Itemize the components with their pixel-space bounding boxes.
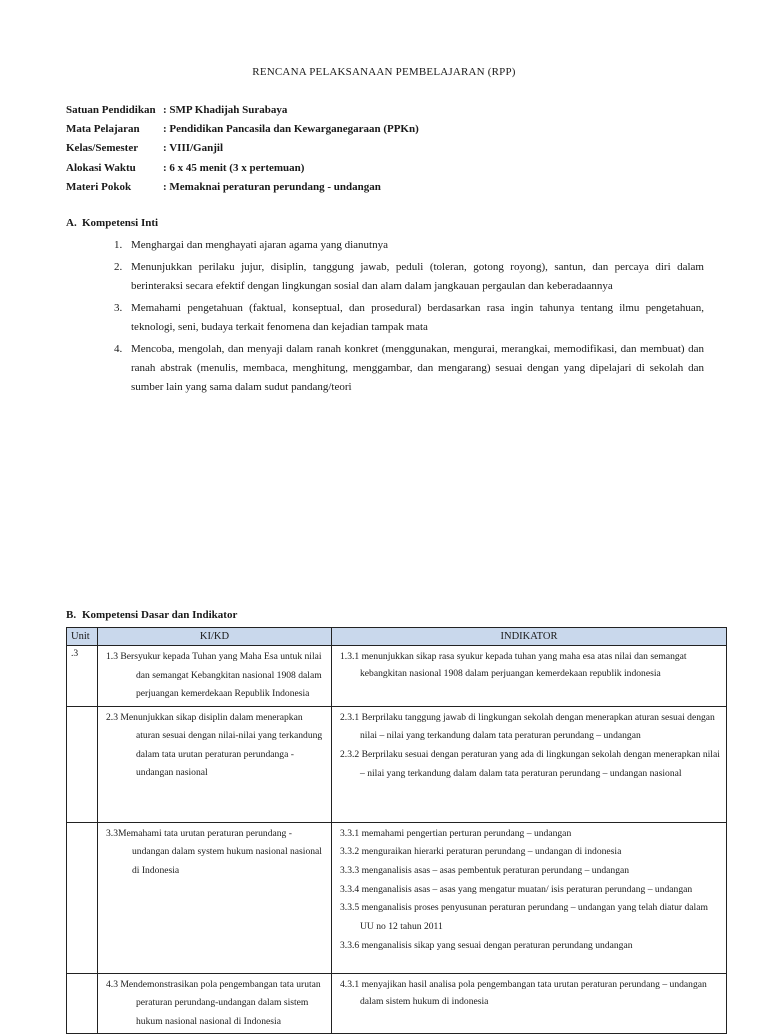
indicator-text: 3.3.3 menganalisis asas – asas pembentuk peraturan perundang – undangan xyxy=(340,864,630,876)
kd-text: 4.3 Mendemonstrasikan pola pengembangan tata urutan peraturan perundang-undangan dalam sistem hukum nasional nasional di Indonesia xyxy=(106,978,321,1027)
info-row xyxy=(66,159,419,178)
kompetensi-inti-list xyxy=(114,236,704,400)
info-label: Mata Pelajaran xyxy=(66,123,140,136)
table-header-row xyxy=(67,628,727,646)
kd-cell xyxy=(98,706,332,822)
list-text: Menunjukkan perilaku jujur, disiplin, tanggung jawab, peduli (toleran, gotong royong), santun, dan percaya diri dalam berinteraksi secara efektif dengan lingkungan sosial dan alam dalam jangkauan pergaulan dan keberadaannya xyxy=(131,261,704,292)
kd-cell xyxy=(98,973,332,1034)
info-value: : VIII/Ganjil xyxy=(163,142,224,155)
section-b-heading xyxy=(66,609,237,621)
indicator-cell xyxy=(332,973,727,1034)
table-row xyxy=(67,646,727,707)
list-number: 4. xyxy=(114,343,123,355)
list-item xyxy=(114,340,704,397)
section-title: Kompetensi Dasar dan Indikator xyxy=(82,609,238,621)
table-row xyxy=(67,706,727,822)
unit-cell xyxy=(67,706,98,822)
list-text: Mencoba, mengolah, dan menyaji dalam ranah konkret (menggunakan, mengurai, merangkai, memodifikasi, dan membuat) dan ranah abstrak (menulis, membaca, menghitung, menggambar, dan mengarang) sesuai dengan yang dipelajari di sekolah dan sumber lain yang sama dalam sudut pandang/teori xyxy=(131,343,704,393)
indicator-text: 2.3.2 Berprilaku sesuai dengan peraturan yang ada di lingkungan sekolah dengan menerapkan nilai – nilai yang terkandung dalam dalam tata peraturan perundang – undangan nasional xyxy=(340,748,720,779)
indicator-text: 3.3.6 menganalisis sikap yang sesuai dengan peraturan perundang undangan xyxy=(340,939,633,951)
table-row xyxy=(67,973,727,1034)
section-title: Kompetensi Inti xyxy=(82,217,159,229)
indicator-cell xyxy=(332,646,727,707)
section-a-heading xyxy=(66,217,158,229)
info-row xyxy=(66,139,419,158)
info-row xyxy=(66,178,419,197)
list-item xyxy=(114,236,704,255)
list-number: 1. xyxy=(114,239,123,251)
document-title: RENCANA PELAKSANAAN PEMBELAJARAN (RPP) xyxy=(252,66,516,78)
column-header-indikator: INDIKATOR xyxy=(332,628,727,646)
info-value: : 6 x 45 menit (3 x pertemuan) xyxy=(163,161,305,174)
indicator-text: 3.3.4 menganalisis asas – asas yang mengatur muatan/ isis peraturan perundang – undangan xyxy=(340,883,693,895)
identity-block xyxy=(66,101,419,197)
info-label: Satuan Pendidikan xyxy=(66,104,156,116)
unit-cell: .3 xyxy=(67,646,98,707)
kd-text: 1.3 Bersyukur kepada Tuhan yang Maha Esa untuk nilai dan semangat Kebangkitan nasional 1908 dalam perjuangan kemerdekaan Republik Indonesia xyxy=(106,651,322,699)
indicator-text: 2.3.1 Berprilaku tanggung jawab di lingkungan sekolah dengan menerapkan aturan sesuai dengan nilai – nilai yang terkandung dalam tata peraturan perundang – undangan xyxy=(340,711,715,742)
info-value: : Memaknai peraturan perundang - undangan xyxy=(163,180,381,193)
info-value: : Pendidikan Pancasila dan Kewarganegaraan (PPKn) xyxy=(163,123,419,136)
info-row xyxy=(66,120,419,139)
column-header-unit: Unit xyxy=(67,628,98,646)
info-label: Materi Pokok xyxy=(66,180,132,193)
list-item xyxy=(114,299,704,337)
list-text: Memahami pengetahuan (faktual, konseptual, dan prosedural) berdasarkan rasa ingin tahunya tentang ilmu pengetahuan, teknologi, seni, budaya terkait fenomena dan kejadian tampak mata xyxy=(131,302,704,333)
kd-cell xyxy=(98,646,332,707)
indicator-cell xyxy=(332,706,727,822)
indicator-text: 4.3.1 menyajikan hasil analisa pola pengembangan tata urutan peraturan perundang – undangan dalam sistem hukum di indonesia xyxy=(340,978,707,1007)
kd-text: 3.3Memahami tata urutan peraturan perundang - undangan dalam system hukum nasional nasional di Indonesia xyxy=(106,827,322,876)
info-value: : SMP Khadijah Surabaya xyxy=(163,104,288,116)
table-row xyxy=(67,822,727,973)
list-number: 3. xyxy=(114,302,123,314)
indicator-text: 3.3.1 memahami pengertian perturan perundang – undangan xyxy=(340,827,572,839)
section-letter: A. xyxy=(66,217,77,229)
list-item xyxy=(114,258,704,296)
indicator-text: 3.3.5 menganalisis proses penyusunan peraturan perundang – undangan yang telah diatur dalam UU no 12 tahun 2011 xyxy=(340,902,708,933)
indicator-cell xyxy=(332,822,727,973)
info-label: Kelas/Semester xyxy=(66,142,139,155)
column-header-kikd: KI/KD xyxy=(98,628,332,646)
info-row xyxy=(66,101,419,120)
indicator-text: 1.3.1 menunjukkan sikap rasa syukur kepada tuhan yang maha esa atas nilai dan semangat kebangkitan nasional 1908 dalam perjuangan kemerdekaan republik indonesia xyxy=(340,651,687,679)
kd-indicator-table xyxy=(66,627,727,1034)
list-text: Menghargai dan menghayati ajaran agama yang dianutnya xyxy=(131,239,388,251)
unit-cell xyxy=(67,822,98,973)
section-letter: B. xyxy=(66,609,77,621)
info-label: Alokasi Waktu xyxy=(66,161,136,174)
kd-text: 2.3 Menunjukkan sikap disiplin dalam menerapkan aturan sesuai dengan nilai-nilai yang terkandung dalam tata urutan peraturan perundanga - undangan nasional xyxy=(106,711,323,778)
unit-cell xyxy=(67,973,98,1034)
list-number: 2. xyxy=(114,261,123,273)
indicator-text: 3.3.2 menguraikan hierarki peraturan perundang – undangan di indonesia xyxy=(340,846,622,858)
kd-cell xyxy=(98,822,332,973)
